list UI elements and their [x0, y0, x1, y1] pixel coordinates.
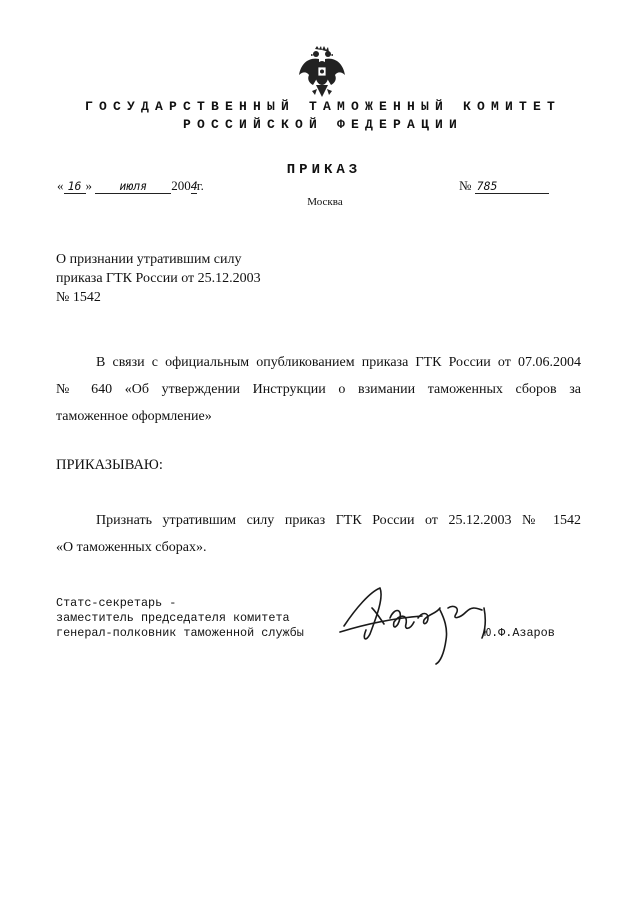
signatory-line1: Статс-секретарь - [56, 596, 177, 610]
preamble-line3: таможенное оформление» [56, 409, 212, 424]
date-open-quote: « [57, 178, 64, 193]
double-headed-eagle-emblem-icon [297, 45, 347, 101]
subject-line3: № 1542 [56, 290, 101, 305]
document-title: ПРИКАЗ [286, 162, 362, 178]
preamble-line2: № 640 «Об утверждении Инструкции о взимании таможенных сборов за [56, 382, 581, 397]
handwritten-signature [336, 578, 516, 668]
date-year-digit: 4 [190, 179, 198, 193]
date-year-suffix: г. [196, 178, 204, 193]
order-line2: «О таможенных сборах». [56, 540, 207, 555]
date-day: 16 [64, 179, 86, 194]
order-date [57, 178, 204, 194]
signatory-line2: заместитель председателя комитета [56, 611, 290, 625]
subject-line2: приказа ГТК России от 25.12.2003 [56, 271, 261, 286]
signatory-title [56, 596, 304, 641]
number-value: 785 [475, 179, 549, 194]
order-number [459, 178, 549, 194]
city: Москва [307, 196, 343, 208]
order-line1: Признать утратившим силу приказ ГТК России от 25.12.2003 № 1542 [96, 513, 581, 528]
order-word: ПРИКАЗЫВАЮ: [56, 457, 163, 473]
signer-name: Ю.Ф.Азаров [484, 626, 555, 640]
organization-name-line1: ГОСУДАРСТВЕННЫЙ ТАМОЖЕННЫЙ КОМИТЕТ [84, 99, 562, 114]
signatory-line3: генерал-полковник таможенной службы [56, 626, 304, 640]
order-subject [56, 250, 261, 307]
preamble-paragraph [56, 349, 581, 430]
preamble-line1: В связи с официальным опубликованием приказа ГТК России от 07.06.2004 [96, 355, 581, 370]
subject-line1: О признании утратившим силу [56, 252, 242, 267]
date-month: июля [95, 179, 171, 194]
date-year-prefix: 200 [171, 178, 191, 193]
number-label: № [459, 178, 472, 193]
organization-name-line2: РОССИЙСКОЙ ФЕДЕРАЦИИ [182, 117, 464, 132]
date-close-quote: » [85, 178, 92, 193]
order-paragraph [56, 507, 581, 561]
